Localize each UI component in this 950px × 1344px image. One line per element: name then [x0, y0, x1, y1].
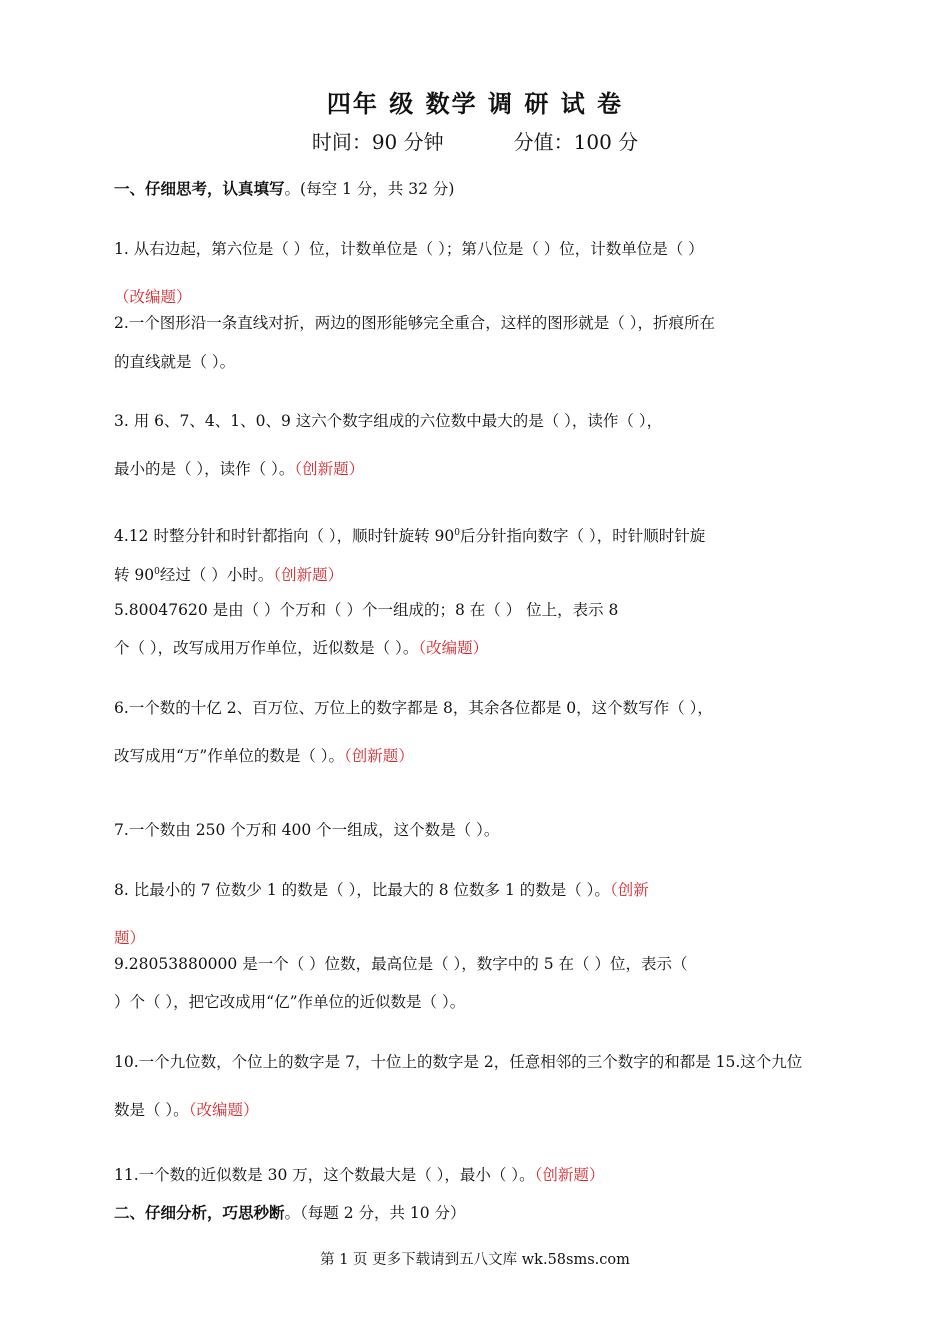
- question-8-tag-a: （创新: [609, 881, 649, 899]
- question-4-line-2: [114, 561, 874, 586]
- question-8-text: 8. 比最小的 7 位数少 1 的数是（ ），比最大的 8 位数多 1 的数是（ ）。: [114, 881, 610, 899]
- page-footer: 第 1 页 更多下载请到五八文库 wk.58sms.com: [320, 1252, 630, 1268]
- question-5-line-2: [114, 637, 874, 659]
- question-8-line-1: [114, 879, 874, 901]
- question-11-tag: （创新题）: [534, 1166, 605, 1184]
- question-5-text: 个（ ），改写成用万作单位，近似数是（ ）。: [114, 639, 419, 657]
- question-3-tag: （创新题）: [294, 460, 365, 478]
- question-11: [114, 1164, 874, 1186]
- degree-mark: 0: [154, 567, 160, 577]
- section-2-title: 二、仔细分析，巧思秒断: [114, 1203, 285, 1222]
- question-10-tag: （改编题）: [188, 1101, 259, 1119]
- question-4-line-1: [114, 522, 874, 547]
- question-1: 1. 从右边起，第六位是（ ）位，计数单位是（ ）；第八位是（ ）位，计数单位是（ ）: [114, 240, 704, 258]
- question-9-line-1: 9.28053880000 是一个（ ）位数，最高位是（ ），数字中的 5 在（ ）位，表示（: [114, 955, 688, 973]
- question-10-text: 数是（ ）。: [114, 1101, 189, 1119]
- question-7: 7.一个数由 250 个万和 400 个一组成，这个数是（ ）。: [114, 821, 500, 839]
- exam-time: 时间：90 分钟: [311, 130, 444, 154]
- question-9-line-2: ）个（ ），把它改成用“亿”作单位的近似数是（ ）。: [114, 993, 466, 1011]
- question-6-text: 改写成用“万”作单位的数是（ ）。: [114, 747, 345, 765]
- question-6-line-1: 6.一个数的十亿 2、百万位、万位上的数字都是 8，其余各位都是 0，这个数写作（ ），: [114, 699, 713, 717]
- question-5-line-1: 5.80047620 是由（ ）个万和（ ）个一组成的；8 在（ ） 位上，表示 8: [114, 601, 619, 619]
- question-6-line-2: [114, 745, 874, 767]
- question-2-line-2: 的直线就是（ ）。: [114, 353, 236, 371]
- degree-mark: 0: [454, 528, 461, 538]
- question-10-line-1: 10.一个九位数，个位上的数字是 7，十位上的数字是 2，任意相邻的三个数字的和都是 15.这个九位: [114, 1053, 803, 1071]
- exam-title: 四年 级 数学 调 研 试 卷: [326, 89, 624, 118]
- question-4-tag: （创新题）: [273, 566, 344, 585]
- question-1-tag: （改编题）: [114, 288, 192, 306]
- question-5-tag: （改编题）: [418, 639, 489, 657]
- question-3-line-2: [114, 458, 874, 480]
- exam-subtitle: [0, 126, 950, 155]
- question-6-tag: （创新题）: [344, 747, 414, 765]
- question-4-text-d: 经过（ ）小时。: [159, 566, 274, 585]
- exam-score: 分值：100 分: [513, 130, 639, 154]
- section-2-heading: [114, 1202, 874, 1224]
- question-10-line-2: [114, 1099, 874, 1121]
- question-4-text-b: 后分针指向数字（ ），时针顺时针旋: [460, 527, 706, 546]
- question-2-line-1: 2.一个图形沿一条直线对折，两边的图形能够完全重合，这样的图形就是（ ），折痕所在: [114, 314, 715, 332]
- question-4-text-a: 4.12 时整分针和时针都指向（ ），顺时针旋转 90: [114, 527, 455, 546]
- section-2-note: 。（每题 2 分，共 10 分）: [284, 1204, 466, 1222]
- question-11-text: 11.一个数的近似数是 30 万，这个数最大是（ ），最小（ ）。: [114, 1166, 535, 1184]
- question-8-tag-b: 题）: [114, 929, 146, 947]
- question-4-text-c: 转 90: [114, 566, 155, 585]
- section-1-title: 一、仔细思考，认真填写: [114, 179, 285, 198]
- section-1-heading: [114, 178, 874, 200]
- question-3-text: 最小的是（ ），读作（ ）。: [114, 460, 295, 478]
- section-1-note: 。(每空 1 分，共 32 分): [284, 180, 455, 198]
- question-3-line-1: 3. 用 6、7、4、1、0、9 这六个数字组成的六位数中最大的是（ ），读作（ ），: [114, 412, 663, 430]
